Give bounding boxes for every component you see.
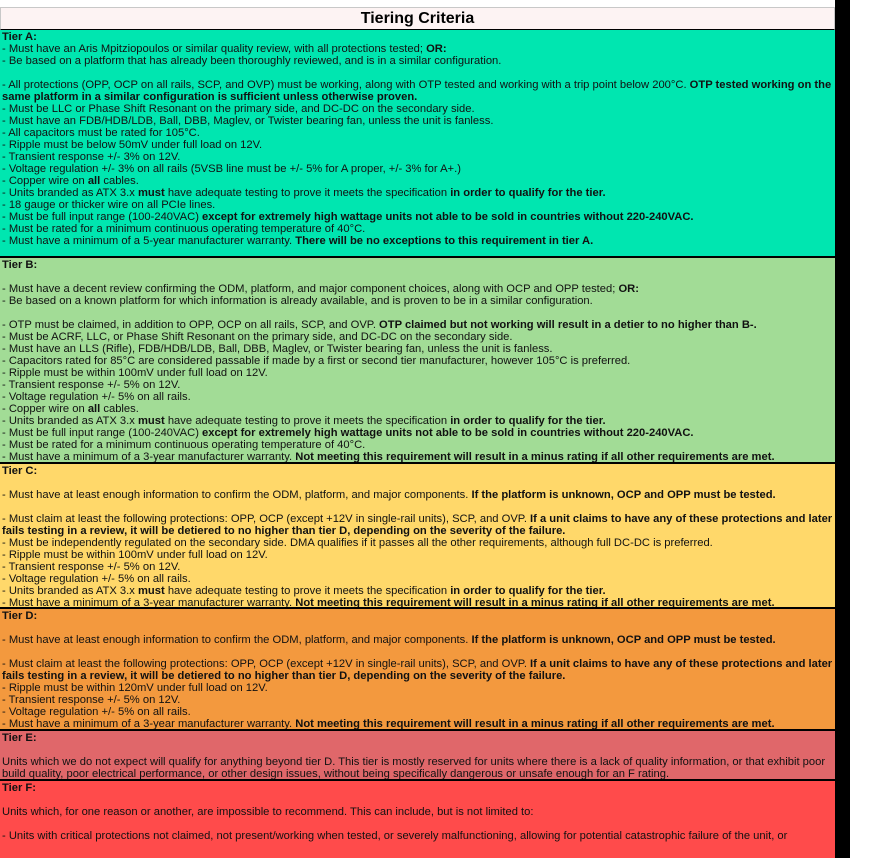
criterion-emphasis: Not meeting this requirement will result in a minus rating if all other requirements are met. bbox=[295, 451, 775, 463]
criterion-text: - Must have a minimum of a 3-year manufacturer warranty. bbox=[2, 451, 296, 463]
criterion-text: Units which we do not expect will qualify for anything beyond tier D. This tier is mostly reserved for units where there is a lack of quality information, or that exhibit poor build quality, poor electrical performance, or other design issues, without being specifically dangerous or unsafe enough for an F rating. bbox=[2, 756, 826, 780]
criterion-text: - Copper wire on bbox=[2, 175, 88, 187]
criterion-emphasis: Not meeting this requirement will result in a minus rating if all other requirements are met. bbox=[295, 597, 775, 609]
criterion-text: have adequate testing to prove it meets the specification bbox=[164, 187, 451, 199]
spacer bbox=[2, 622, 833, 634]
criterion-line bbox=[2, 103, 833, 115]
criterion-line bbox=[2, 585, 833, 597]
criterion-line bbox=[2, 139, 833, 151]
criterion-text: - Must be full input range (100-240VAC) bbox=[2, 211, 203, 223]
criterion-text: - Must be rated for a minimum continuous operating temperature of 40°C. bbox=[2, 223, 366, 235]
criterion-text: - Ripple must be within 100mV under full load on 12V. bbox=[2, 549, 268, 561]
criterion-line bbox=[2, 706, 833, 718]
criterion-text: - Must be full input range (100-240VAC) bbox=[2, 427, 203, 439]
criterion-text: - Must have a minimum of a 5-year manufacturer warranty. bbox=[2, 235, 296, 247]
criterion-text: cables. bbox=[100, 175, 139, 187]
spacer bbox=[2, 477, 833, 489]
criterion-text: - All capacitors must be rated for 105°C. bbox=[2, 127, 200, 139]
criterion-emphasis: OR: bbox=[618, 283, 639, 295]
criterion-emphasis: OTP tested working on the same platform in a similar configuration is sufficient unless otherwise proven. bbox=[2, 79, 832, 103]
criterion-emphasis: all bbox=[87, 403, 101, 415]
criterion-emphasis: Not meeting this requirement will result in a minus rating if all other requirements are met. bbox=[295, 718, 775, 730]
criterion-line bbox=[2, 830, 833, 842]
criterion-text: - Ripple must be within 120mV under full load on 12V. bbox=[2, 682, 268, 694]
tier-d-section bbox=[0, 609, 835, 731]
criterion-line bbox=[2, 199, 833, 211]
tier-heading: Tier F: bbox=[2, 782, 36, 794]
tier-list bbox=[0, 30, 835, 858]
criterion-text: - Be based on a known platform for which information is already available, and is proven to be in a similar configuration. bbox=[2, 295, 593, 307]
tier-heading: Tier D: bbox=[2, 610, 38, 622]
criterion-line bbox=[2, 379, 833, 391]
criterion-text: - Voltage regulation +/- 5% on all rails. bbox=[2, 391, 191, 403]
criterion-emphasis: must bbox=[137, 415, 165, 427]
criterion-line bbox=[2, 187, 833, 199]
criterion-line bbox=[2, 211, 833, 223]
criterion-line bbox=[2, 403, 833, 415]
criterion-text: - Must claim at least the following protections: OPP, OCP (except +12V in single-rail units), SCP, and OVP. bbox=[2, 513, 531, 525]
criterion-text: - Transient response +/- 5% on 12V. bbox=[2, 561, 181, 573]
criterion-text: - Must have at least enough information to confirm the ODM, platform, and major components. bbox=[2, 634, 472, 646]
criterion-text: - 18 gauge or thicker wire on all PCIe lines. bbox=[2, 199, 216, 211]
criterion-emphasis: If a unit claims to have any of these protections and later fails testing in a review, it will be detiered to no higher than tier D, depending on the severity of the failure. bbox=[2, 658, 833, 682]
criterion-text: - Must be independently regulated on the secondary side. DMA qualifies if it passes all the other requirements, although full DC-DC is preferred. bbox=[2, 537, 713, 549]
criterion-text: - Must have at least enough information to confirm the ODM, platform, and major components. bbox=[2, 489, 472, 501]
criterion-text: - Must be rated for a minimum continuous operating temperature of 40°C. bbox=[2, 439, 366, 451]
criterion-emphasis: except for extremely high wattage units not able to be sold in countries without 220-240VAC. bbox=[202, 427, 694, 439]
criterion-line bbox=[2, 451, 833, 463]
criterion-line bbox=[2, 43, 833, 55]
criterion-line bbox=[2, 573, 833, 585]
criterion-emphasis: in order to qualify for the tier. bbox=[450, 187, 606, 199]
criterion-line bbox=[2, 513, 833, 537]
criterion-text: - Must be ACRF, LLC, or Phase Shift Resonant on the primary side, and DC-DC on the secondary side. bbox=[2, 331, 513, 343]
criterion-text: - Ripple must be within 100mV under full load on 12V. bbox=[2, 367, 268, 379]
criterion-text: - Must have an Aris Mpitziopoulos or similar quality review, with all protections tested; bbox=[2, 43, 427, 55]
criterion-line bbox=[2, 331, 833, 343]
criterion-text: - Must have an LLS (Rifle), FDB/HDB/LDB, Ball, DBB, Maglev, or Twister bearing fan, unless the unit is fanless. bbox=[2, 343, 553, 355]
tier-heading: Tier B: bbox=[2, 259, 38, 271]
criterion-line bbox=[2, 756, 833, 780]
criterion-text: - Transient response +/- 3% on 12V. bbox=[2, 151, 181, 163]
criterion-text: have adequate testing to prove it meets the specification bbox=[164, 415, 451, 427]
criterion-text: - Voltage regulation +/- 5% on all rails. bbox=[2, 706, 191, 718]
criterion-text: - Must have an FDB/HDB/LDB, Ball, DBB, Maglev, or Twister bearing fan, unless the unit is fanless. bbox=[2, 115, 494, 127]
criterion-text: - Units with critical protections not claimed, not present/working when tested, or severely malfunctioning, allowing for potential catastrophic failure of the unit, or bbox=[2, 830, 788, 842]
criterion-text: - Capacitors rated for 85°C are considered passable if made by a first or second tier manufacturer, however 105°C is preferred. bbox=[2, 355, 631, 367]
tier-c-section bbox=[0, 464, 835, 609]
criterion-text: - Units branded as ATX 3.x bbox=[2, 585, 138, 597]
criterion-text: - All protections (OPP, OCP on all rails, SCP, and OVP) must be working, along with OTP tested and working with a trip point below 200°C. bbox=[2, 79, 690, 91]
criterion-emphasis: except for extremely high wattage units not able to be sold in countries without 220-240VAC. bbox=[202, 211, 694, 223]
tier-heading: Tier C: bbox=[2, 465, 38, 477]
criterion-line bbox=[2, 694, 833, 706]
criterion-line bbox=[2, 223, 833, 235]
spacer bbox=[2, 646, 833, 658]
criterion-text: - OTP must be claimed, in addition to OPP, OCP on all rails, SCP, and OVP. bbox=[2, 319, 380, 331]
criterion-line bbox=[2, 489, 833, 501]
criterion-text: - Units branded as ATX 3.x bbox=[2, 415, 138, 427]
criterion-line bbox=[2, 634, 833, 646]
spacer bbox=[2, 307, 833, 319]
criterion-line bbox=[2, 549, 833, 561]
criterion-text: - Units branded as ATX 3.x bbox=[2, 187, 138, 199]
criterion-text: have adequate testing to prove it meets the specification bbox=[164, 585, 451, 597]
criterion-text: - Copper wire on bbox=[2, 403, 88, 415]
criterion-text: - Must have a minimum of a 3-year manufacturer warranty. bbox=[2, 597, 296, 609]
criterion-emphasis: If the platform is unknown, OCP and OPP must be tested. bbox=[471, 489, 776, 501]
criterion-line bbox=[2, 163, 833, 175]
criterion-line bbox=[2, 537, 833, 549]
tier-a-section bbox=[0, 30, 835, 258]
spacer bbox=[2, 818, 833, 830]
criterion-line bbox=[2, 682, 833, 694]
criterion-line bbox=[2, 115, 833, 127]
criterion-text: - Must have a decent review confirming the ODM, platform, and major component choices, along with OCP and OPP tested; bbox=[2, 283, 619, 295]
criterion-line bbox=[2, 415, 833, 427]
criterion-text: Units which, for one reason or another, are impossible to recommend. This can include, but is not limited to: bbox=[2, 806, 534, 818]
spacer bbox=[2, 794, 833, 806]
criterion-line bbox=[2, 55, 833, 67]
criterion-line bbox=[2, 235, 833, 247]
criterion-line bbox=[2, 283, 833, 295]
criterion-emphasis: must bbox=[137, 187, 165, 199]
spacer bbox=[2, 67, 833, 79]
criterion-text: - Must have a minimum of a 3-year manufacturer warranty. bbox=[2, 718, 296, 730]
criterion-line bbox=[2, 391, 833, 403]
criterion-emphasis: in order to qualify for the tier. bbox=[450, 585, 606, 597]
criterion-emphasis: If a unit claims to have any of these protections and later fails testing in a review, it will be detiered to no higher than tier D, depending on the severity of the failure. bbox=[2, 513, 833, 537]
page-title: Tiering Criteria bbox=[0, 7, 835, 30]
tier-heading: Tier E: bbox=[2, 732, 37, 744]
criterion-line bbox=[2, 343, 833, 355]
criterion-text: - Must be LLC or Phase Shift Resonant on the primary side, and DC-DC on the secondary side. bbox=[2, 103, 475, 115]
criterion-text: - Must claim at least the following protections: OPP, OCP (except +12V in single-rail units), SCP, and OVP. bbox=[2, 658, 531, 670]
tier-f-section bbox=[0, 781, 835, 858]
criterion-line bbox=[2, 439, 833, 451]
criterion-text: - Transient response +/- 5% on 12V. bbox=[2, 694, 181, 706]
criterion-line bbox=[2, 718, 833, 730]
criterion-line bbox=[2, 355, 833, 367]
criterion-line bbox=[2, 658, 833, 682]
criterion-line bbox=[2, 319, 833, 331]
tier-heading: Tier A: bbox=[2, 31, 37, 43]
criterion-line bbox=[2, 151, 833, 163]
criterion-line bbox=[2, 597, 833, 609]
criterion-line bbox=[2, 175, 833, 187]
spacer bbox=[2, 744, 833, 756]
criterion-emphasis: OR: bbox=[426, 43, 447, 55]
criterion-emphasis: in order to qualify for the tier. bbox=[450, 415, 606, 427]
criterion-emphasis: OTP claimed but not working will result in a detier to no higher than B-. bbox=[379, 319, 757, 331]
criterion-line bbox=[2, 806, 833, 818]
criterion-line bbox=[2, 367, 833, 379]
spacer bbox=[2, 271, 833, 283]
window-edge bbox=[835, 0, 850, 858]
criterion-text: - Voltage regulation +/- 5% on all rails. bbox=[2, 573, 191, 585]
tier-e-section bbox=[0, 731, 835, 781]
criterion-emphasis: There will be no exceptions to this requirement in tier A. bbox=[295, 235, 594, 247]
criterion-line bbox=[2, 427, 833, 439]
spacer bbox=[2, 501, 833, 513]
criterion-text: cables. bbox=[100, 403, 139, 415]
criterion-emphasis: must bbox=[137, 585, 165, 597]
criterion-text: - Transient response +/- 5% on 12V. bbox=[2, 379, 181, 391]
criterion-line bbox=[2, 561, 833, 573]
criterion-emphasis: all bbox=[87, 175, 101, 187]
criterion-text: - Ripple must be below 50mV under full load on 12V. bbox=[2, 139, 263, 151]
criterion-line bbox=[2, 79, 833, 103]
tier-b-section bbox=[0, 258, 835, 464]
criterion-text: - Be based on a platform that has already been thoroughly reviewed, and is in a similar configuration. bbox=[2, 55, 502, 67]
criterion-text: - Voltage regulation +/- 3% on all rails (5VSB line must be +/- 5% for A proper, +/- 3% for A+.) bbox=[2, 163, 461, 175]
criterion-emphasis: If the platform is unknown, OCP and OPP must be tested. bbox=[471, 634, 776, 646]
criterion-line bbox=[2, 295, 833, 307]
criterion-line bbox=[2, 127, 833, 139]
